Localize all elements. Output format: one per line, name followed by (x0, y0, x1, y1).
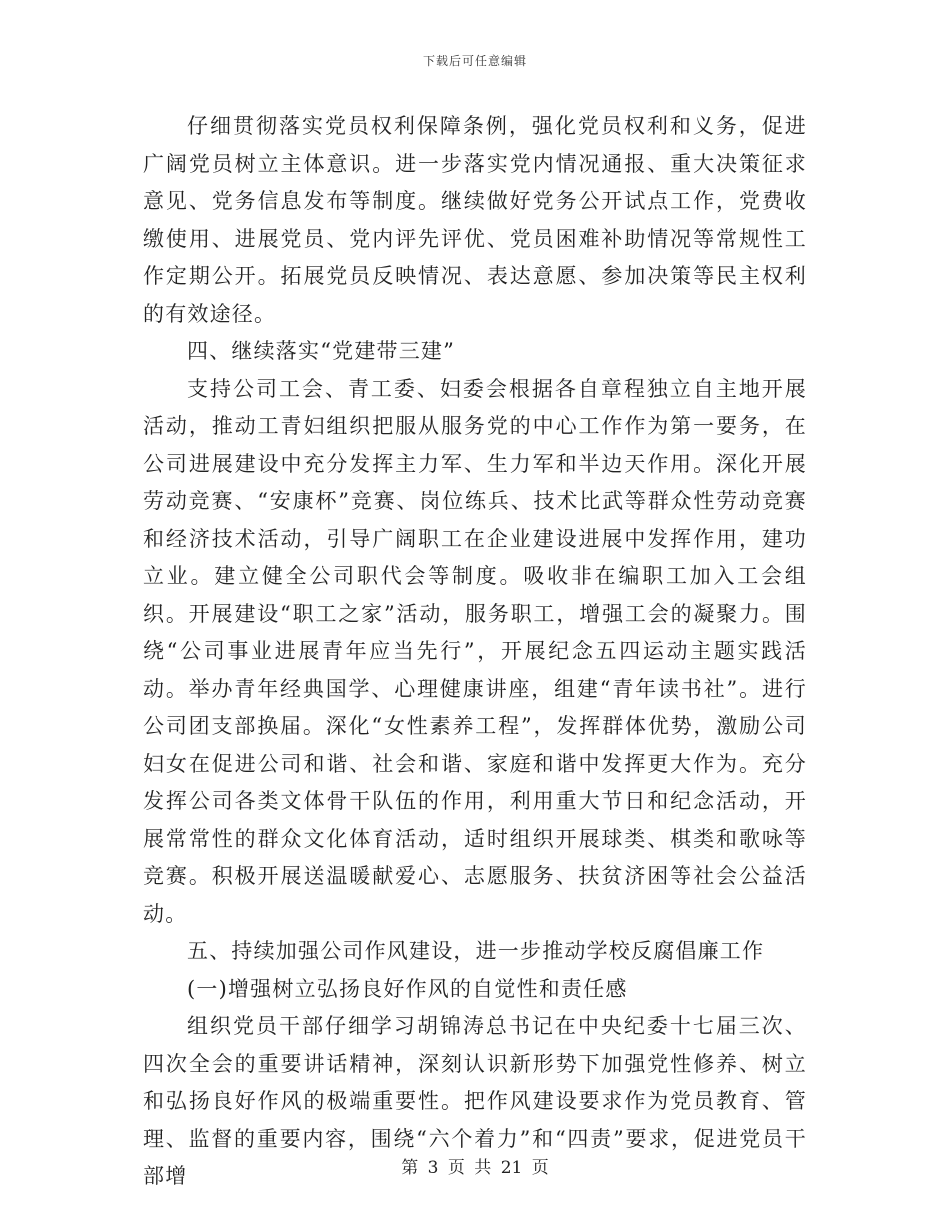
paragraph-study-organization: 组织党员干部仔细学习胡锦涛总书记在中央纪委十七届三次、四次全会的重要讲话精神，深刻认识新形势下加强党性修养、树立和弘扬良好作风的极端重要性。把作风建设要求作为党员教育、管理、监督的重要内容，围绕“六个着力”和“四责”要求，促进党员干部增 (143, 1014, 807, 1188)
page-header-note: 下载后可任意编辑 (422, 54, 527, 68)
subsection-heading-one: (一)增强树立弘扬良好作风的自觉性和责任感 (187, 976, 628, 1001)
paragraph-party-rights: 仔细贯彻落实党员权利保障条例，强化党员权利和义务，促进广阔党员树立主体意识。进一步落实党内情况通报、重大决策征求意见、党务信息发布等制度。继续做好党务公开试点工作，党费收缴使用、进展党员、党内评先评优、党员困难补助情况等常规性工作定期公开。拓展党员反映情况、表达意愿、参加决策等民主权利的有效途径。 (143, 114, 807, 326)
section-heading-five: 五、持续加强公司作风建设，进一步推动学校反腐倡廉工作 (187, 939, 765, 963)
page-number-footer: 第 3 页 共 21 页 (401, 1158, 549, 1178)
paragraph-union-activities: 支持公司工会、青工委、妇委会根据各自章程独立自主地开展活动，推动工青妇组织把服从服务党的中心工作作为第一要务，在公司进展建设中充分发挥主力军、生力军和半边天作用。深化开展劳动竞赛、“安康杯”竞赛、岗位练兵、技术比武等群众性劳动竞赛和经济技术活动，引导广阔职工在企业建设进展中发挥作用，建功立业。建立健全公司职代会等制度。吸收非在编职工加入工会组织。开展建设“职工之家”活动，服务职工，增强工会的凝聚力。围绕“公司事业进展青年应当先行”，开展纪念五四运动主题实践活动。举办青年经典国学、心理健康讲座，组建“青年读书社”。进行公司团支部换届。深化“女性素养工程”，发挥群体优势，激励公司妇女在促进公司和谐、社会和谐、家庭和谐中发挥更大作为。充分发挥公司各类文体骨干队伍的作用，利用重大节日和纪念活动，开展常常性的群众文化体育活动，适时组织开展球类、棋类和歌咏等竞赛。积极开展送温暖献爱心、志愿服务、扶贫济困等社会公益活动。 (143, 376, 807, 926)
section-heading-four: 四、继续落实“党建带三建” (187, 339, 456, 363)
document-body (143, 108, 807, 1196)
